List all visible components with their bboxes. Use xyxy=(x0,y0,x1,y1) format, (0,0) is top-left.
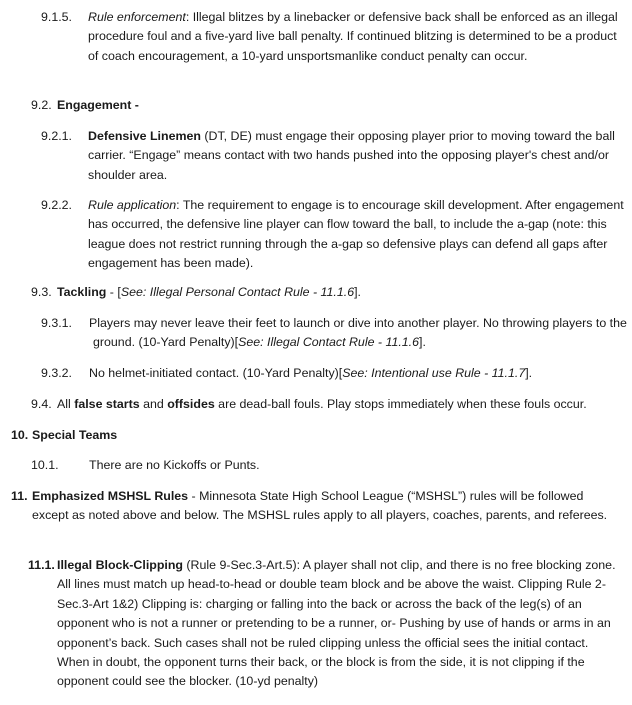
rule-text: All false starts and offsides are dead-ball fouls. Play stops immediately when these fouls occur. xyxy=(57,397,587,411)
rule-text: Tackling - [See: Illegal Personal Contact Rule - 11.1.6]. xyxy=(57,285,361,299)
rule-number: 9.3. xyxy=(31,285,52,299)
rule-bold-lead: Tackling xyxy=(57,285,107,299)
rule-italic-lead: Rule application xyxy=(88,198,177,212)
bold-term: offsides xyxy=(167,397,215,411)
rule-number: 9.2.1. xyxy=(41,129,73,143)
rule-text: Rule enforcement: Illegal blitzes by a linebacker or defensive back shall be enforced as an illegal procedure foul and a five-yard live ball penalty. If continued blitzing is determined to be a product of coach encouragement, a 10-yard unsportsmanlike conduct penalty can occur. xyxy=(88,10,618,63)
rule-text: Emphasized MSHSL Rules - Minnesota State High School League (“MSHSL”) rules will be followed except as noted above and below. The MSHSL rules apply to all players, coaches, parents, and referees. xyxy=(32,489,608,523)
rule-bold-lead: Defensive Linemen xyxy=(88,129,201,143)
rule-number: 9.4. xyxy=(31,397,52,411)
rule-text: Defensive Linemen (DT, DE) must engage their opposing player prior to moving toward the ball carrier. “Engage” means contact with two hands pushed into the opposing player's chest and/or shoulder area. xyxy=(88,129,615,182)
rule-italic-lead: Rule enforcement xyxy=(88,10,186,24)
rule-text: Rule application: The requirement to engage is to encourage skill development. After engagement has occurred, the defensive line player can flow toward the ball, to include the a-gap (note: this league does not restrict running through the a-gap so defensive plays can defend all gaps after engagement has been made). xyxy=(88,198,624,271)
section-number: 10. xyxy=(11,428,29,442)
rule-number: 10.1. xyxy=(31,458,59,472)
section-number: 11. xyxy=(11,489,28,503)
rule-text: Illegal Block-Clipping (Rule 9-Sec.3-Art.5): A player shall not clip, and there is no free blocking zone. All lines must match up head-to-head or double team block and be above the waist. Clipping Rule 2-Sec.3-Art 1&2) Clipping is: charging or falling into the back or across the back of the leg(s) of an opponent who is not a runner or pretending to be a runner, or- Pushing by use of hands or arms in an opponent’s back. Such cases shall not be ruled clipping unless the official sees the initial contact. When in doubt, the opponent turns their back, or the block is from the side, it is not clipping if the opponent could see the blocker. (10-yd penalty) xyxy=(57,558,616,689)
rule-text: There are no Kickoffs or Punts. xyxy=(89,458,260,472)
rule-reference: See: Illegal Contact Rule - 11.1.6 xyxy=(238,335,420,350)
rule-text: No helmet-initiated contact. (10-Yard Penalty)[See: Intentional use Rule - 11.1.7]. xyxy=(89,366,533,380)
section-heading: Special Teams xyxy=(32,428,118,442)
rule-number: 9.3.1. xyxy=(41,316,73,330)
rule-bold-lead: Illegal Block-Clipping xyxy=(57,558,183,572)
rule-number: 9.2.2. xyxy=(41,198,73,212)
rule-number: 11.1. xyxy=(28,558,55,572)
rule-number: 9.1.5. xyxy=(41,10,73,24)
rule-number: 9.3.2. xyxy=(41,366,73,380)
rule-number: 9.2. xyxy=(31,98,52,112)
bold-term: false starts xyxy=(74,397,140,411)
section-heading: Engagement - xyxy=(57,98,139,112)
rule-reference: See: Intentional use Rule - 11.1.7 xyxy=(342,366,526,380)
rule-reference: See: Illegal Personal Contact Rule - 11.1.6 xyxy=(120,285,355,299)
section-heading: Emphasized MSHSL Rules xyxy=(32,489,189,503)
rule-text: Players may never leave their feet to launch or dive into another player. No throwing players to the ground. (10-Yard Penalty)[See: Illegal Contact Rule - 11.1.6]. xyxy=(89,316,627,350)
